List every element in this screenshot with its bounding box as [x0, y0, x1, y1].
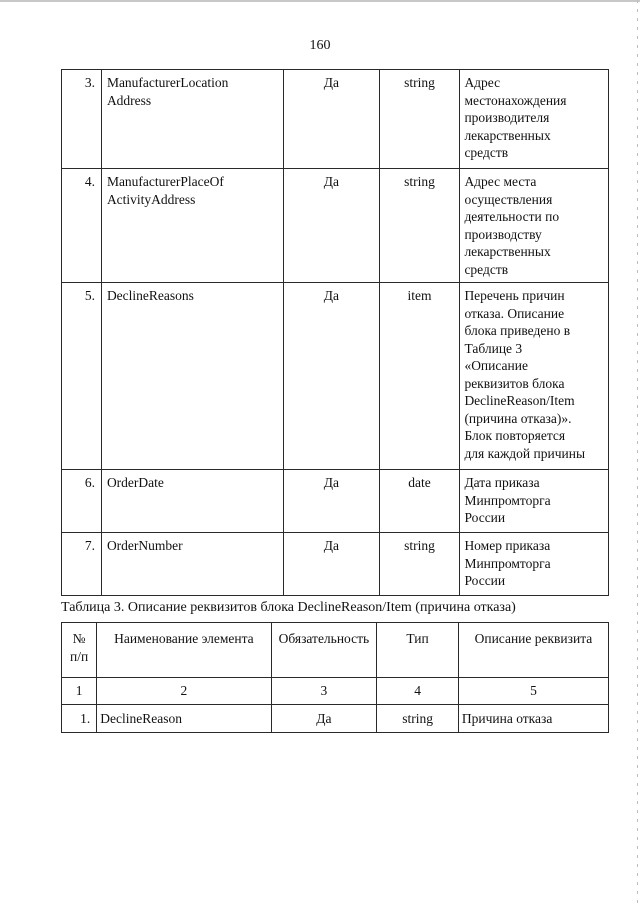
- element-type: string: [379, 169, 460, 283]
- description-line: лекарственных: [464, 127, 551, 143]
- required-flag: Да: [284, 470, 379, 533]
- header-element-name: Наименование элемента: [97, 623, 271, 678]
- description-line: Адрес: [464, 75, 501, 90]
- row-number: 6.: [62, 470, 102, 533]
- description-line: Перечень причин: [464, 288, 565, 303]
- row-number: 4.: [62, 169, 102, 283]
- required-flag: Да: [284, 283, 379, 470]
- element-name-line: OrderNumber: [106, 538, 183, 553]
- element-name: [101, 169, 283, 283]
- element-name: DeclineReason: [97, 705, 271, 733]
- row-number: 3.: [62, 70, 102, 169]
- element-description: [460, 533, 609, 596]
- table-header-row: [62, 623, 609, 678]
- element-name: [101, 533, 283, 596]
- column-index: 3: [271, 678, 377, 705]
- description-line: отказа. Описание: [464, 305, 565, 321]
- element-type: string: [377, 705, 459, 733]
- table-row: [62, 470, 609, 533]
- table-row: [62, 283, 609, 470]
- column-index: 5: [458, 678, 608, 705]
- table-row: [62, 705, 609, 733]
- description-line: Таблице 3: [464, 340, 523, 356]
- element-description: Причина отказа: [458, 705, 608, 733]
- element-description: [460, 283, 609, 470]
- description-line: для каждой причины: [464, 445, 586, 461]
- table-row: [62, 169, 609, 283]
- description-line: России: [464, 510, 506, 525]
- description-line: Дата приказа: [464, 475, 540, 490]
- row-number: 1.: [62, 705, 97, 733]
- description-line: лекарственных: [464, 244, 551, 259]
- scan-edge-right: [637, 0, 638, 905]
- description-line: производителя: [464, 110, 550, 125]
- description-line: средств: [464, 145, 509, 160]
- description-line: реквизитов блока: [464, 375, 565, 391]
- element-type: string: [379, 70, 460, 169]
- element-type: item: [379, 283, 460, 470]
- description-line: России: [464, 573, 506, 588]
- element-name-line: ActivityAddress: [106, 191, 196, 207]
- description-line: средств: [464, 261, 509, 277]
- column-index: 2: [97, 678, 271, 705]
- page-number: 160: [309, 38, 331, 53]
- element-type: string: [379, 533, 460, 596]
- description-line: Номер приказа: [464, 538, 551, 553]
- element-name-line: OrderDate: [106, 475, 164, 490]
- description-line: местонахождения: [464, 92, 567, 108]
- header-number-line: №: [72, 631, 86, 646]
- description-line: DeclineReason/Item: [464, 393, 575, 408]
- column-index: 4: [377, 678, 459, 705]
- header-number-line: п/п: [70, 648, 89, 664]
- description-line: Минпромторга: [464, 555, 551, 571]
- table-3-caption: Таблица 3. Описание реквизитов блока DeclineReason/Item (причина отказа): [61, 600, 516, 615]
- attributes-table-continued: [61, 69, 609, 596]
- element-name-line: DeclineReasons: [106, 288, 194, 303]
- header-type: Тип: [377, 623, 459, 678]
- description-line: Блок повторяется: [464, 428, 566, 443]
- required-flag: Да: [271, 705, 377, 733]
- required-flag: Да: [284, 533, 379, 596]
- scan-edge-top: [0, 0, 640, 2]
- element-name-line: ManufacturerLocation: [106, 75, 229, 90]
- element-type: date: [379, 470, 460, 533]
- required-flag: Да: [284, 169, 379, 283]
- table-row: [62, 70, 609, 169]
- header-description: Описание реквизита: [458, 623, 608, 678]
- description-line: деятельности по: [464, 209, 560, 224]
- description-line: осуществления: [464, 191, 553, 207]
- column-index-row: [62, 678, 609, 705]
- row-number: 7.: [62, 533, 102, 596]
- column-index: 1: [62, 678, 97, 705]
- header-required: Обязательность: [271, 623, 377, 678]
- required-flag: Да: [284, 70, 379, 169]
- description-line: «Описание: [464, 358, 528, 373]
- description-line: Адрес места: [464, 174, 537, 189]
- element-description: [460, 470, 609, 533]
- description-line: блока приведено в: [464, 323, 571, 338]
- element-name: [101, 283, 283, 470]
- table-row: [62, 533, 609, 596]
- element-name: [101, 70, 283, 169]
- description-line: (причина отказа)».: [464, 410, 572, 426]
- description-line: Минпромторга: [464, 492, 551, 508]
- element-name: [101, 470, 283, 533]
- row-number: 5.: [62, 283, 102, 470]
- element-name-line: ManufacturerPlaceOf: [106, 174, 224, 189]
- description-line: производству: [464, 226, 542, 242]
- decline-reason-table: [61, 622, 609, 733]
- header-number: [62, 623, 97, 678]
- element-name-line: Address: [106, 92, 152, 108]
- element-description: [460, 169, 609, 283]
- element-description: [460, 70, 609, 169]
